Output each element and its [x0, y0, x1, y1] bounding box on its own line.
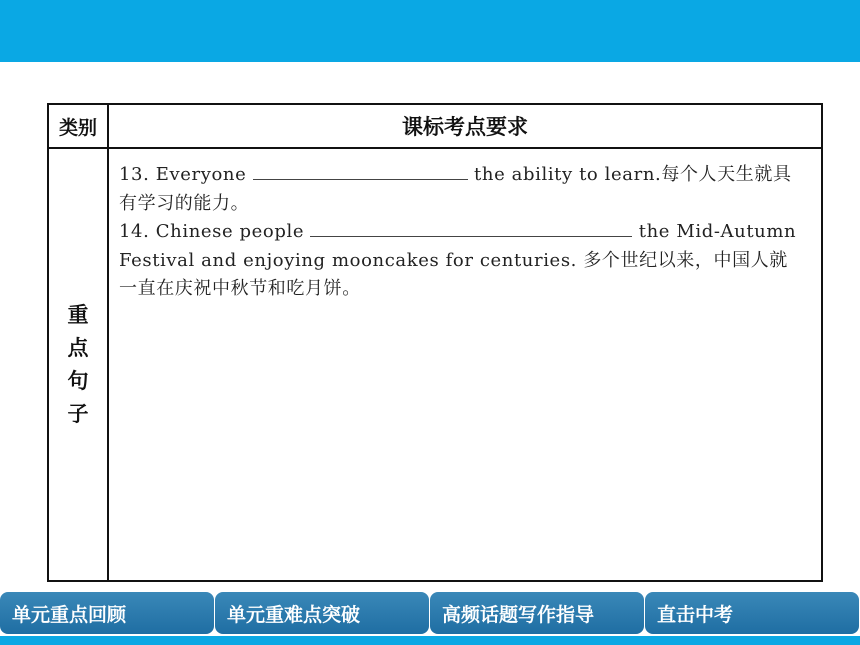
nav-tab-unit-review[interactable]: 单元重点回顾: [0, 592, 214, 634]
side-label-char: 句: [67, 368, 89, 393]
side-label-char: 重: [67, 302, 89, 327]
bottom-strip: [0, 636, 860, 645]
sentence-number: 14.: [119, 221, 150, 242]
sentence-text-before: Chinese people: [155, 221, 305, 242]
sentence-13: [119, 161, 803, 218]
answer-blank[interactable]: [310, 218, 632, 237]
top-banner: [0, 0, 860, 62]
nav-tab-writing-guide[interactable]: 高频话题写作指导: [430, 592, 644, 634]
header-requirements: 课标考点要求: [402, 115, 528, 139]
answer-blank[interactable]: [253, 161, 468, 180]
sentence-translation: 每个人天生就具有学习的能力。: [119, 164, 792, 214]
sentence-content: [119, 161, 803, 304]
sentence-14: [119, 218, 803, 304]
sentence-number: 13.: [119, 164, 150, 185]
header-category: 类别: [58, 116, 97, 139]
column-divider: [107, 105, 109, 580]
nav-tab-key-difficulties[interactable]: 单元重难点突破: [215, 592, 429, 634]
sentence-text-before: Everyone: [155, 164, 247, 185]
bottom-nav: [0, 592, 860, 636]
side-label-char: 子: [67, 401, 89, 426]
requirements-table: [47, 103, 823, 582]
side-category-label: [49, 149, 107, 580]
sentence-text-after: the Mid-Autumn Festival and enjoying mooncakes for centuries.: [119, 221, 797, 271]
table-header-row: [49, 105, 821, 149]
side-label-char: 点: [67, 335, 89, 360]
sentence-text-after: the ability to learn.: [474, 164, 662, 185]
sentence-translation: 多个世纪以来，中国人就一直在庆祝中秋节和吃月饼。: [119, 249, 788, 299]
nav-tab-exam-focus[interactable]: 直击中考: [645, 592, 859, 634]
